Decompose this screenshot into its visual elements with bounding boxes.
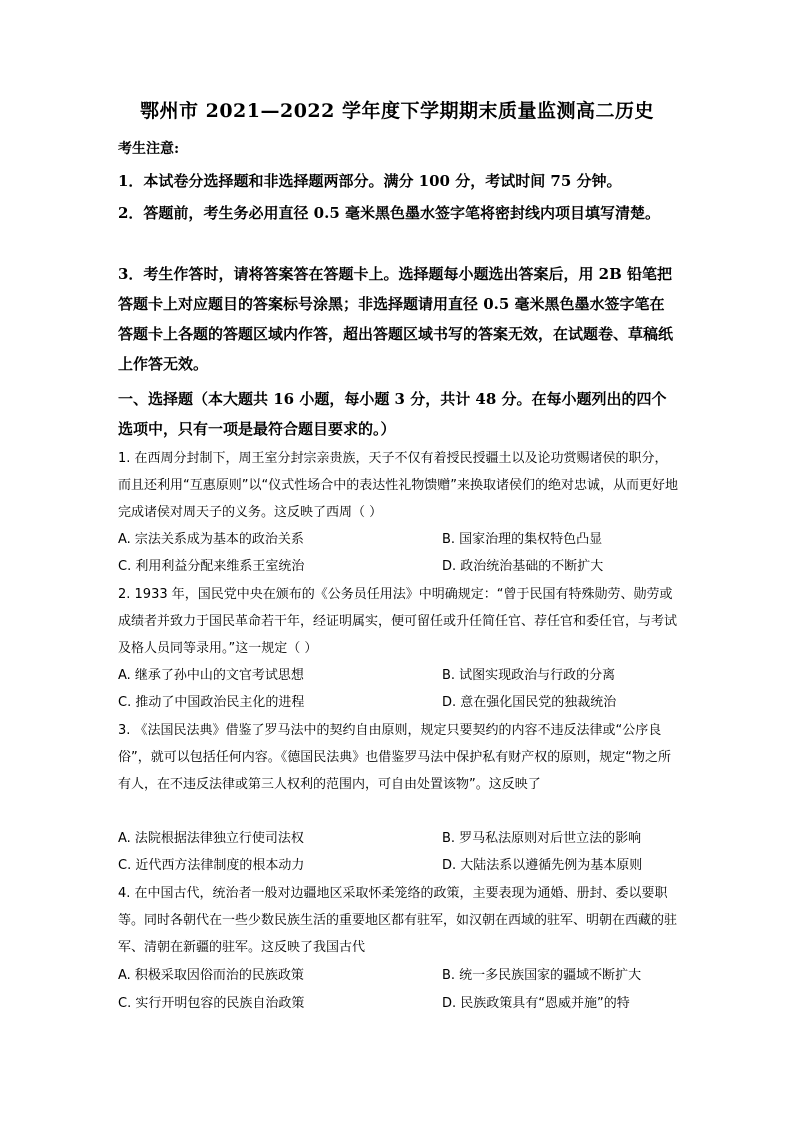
question-4-option-d: D. 民族政策具有“恩威并施”的特 bbox=[442, 996, 630, 1011]
question-3-option-d: D. 大陆法系以遵循先例为基本原则 bbox=[442, 858, 643, 873]
notice-heading: 考生注意: bbox=[118, 141, 180, 157]
exam-title: 鄂州市 2021—2022 学年度下学期期末质量监测高二历史 bbox=[140, 100, 654, 122]
section-heading: 一、选择题（本大题共 16 小题，每小题 3 分，共计 48 分。在每小题列出的四个选项中，只有一项是最符合题目要求的。） bbox=[118, 390, 667, 438]
question-1-stem: 1. 在西周分封制下，周王室分封宗亲贵族，天子不仅有着授民授疆土以及论功赏赐诸侯的职分，而且还利用“互惠原则”以“仪式性场合中的表达性礼物馈赠”来换取诸侯们的绝对忠诚，从而更好地完成诸侯对周天子的义务。这反映了西周（ ） bbox=[118, 451, 678, 520]
question-1-option-c: C. 利用利益分配来维系王室统治 bbox=[118, 559, 305, 574]
notice-item-3: 3．考生作答时，请将答案答在答题卡上。选择题每小题选出答案后，用 2B 铅笔把答题卡上对应题目的答案标号涂黑；非选择题请用直径 0.5 毫米黑色墨水签字笔在答题卡上各题的答题区域内作答，超出答题区域书写的答案无效，在试题卷、草稿纸上作答无效。 bbox=[118, 265, 674, 373]
notice-item-1: 1．本试卷分选择题和非选择题两部分。满分 100 分，考试时间 75 分钟。 bbox=[118, 172, 622, 190]
question-3-option-b: B. 罗马私法原则对后世立法的影响 bbox=[442, 831, 642, 846]
question-4-stem: 4. 在中国古代，统治者一般对边疆地区采取怀柔笼络的政策，主要表现为通婚、册封、委以要职等。同时各朝代在一些少数民族生活的重要地区都有驻军，如汉朝在西域的驻军、明朝在西藏的驻军、清朝在新疆的驻军。这反映了我国古代 bbox=[118, 886, 678, 955]
question-2-option-d: D. 意在强化国民党的独裁统治 bbox=[442, 695, 617, 710]
question-4-option-c: C. 实行开明包容的民族自治政策 bbox=[118, 996, 305, 1011]
question-1-option-b: B. 国家治理的集权特色凸显 bbox=[442, 532, 603, 547]
question-1-option-d: D. 政治统治基础的不断扩大 bbox=[442, 559, 604, 574]
question-4-option-b: B. 统一多民族国家的疆域不断扩大 bbox=[442, 968, 642, 983]
notice-item-2: 2．答题前，考生务必用直径 0.5 毫米黑色墨水签字笔将密封线内项目填写清楚。 bbox=[118, 204, 660, 222]
question-2-option-c: C. 推动了中国政治民主化的进程 bbox=[118, 695, 305, 710]
question-3-stem: 3. 《法国民法典》借鉴了罗马法中的契约自由原则，规定只要契约的内容不违反法律或“公序良俗”，就可以包括任何内容。《德国民法典》也借鉴罗马法中保护私有财产权的原则，规定“物之所有人，在不违反法律或第三人权利的范围内，可自由处置该物”。这反映了 bbox=[118, 723, 671, 792]
question-2-option-b: B. 试图实现政治与行政的分离 bbox=[442, 668, 616, 683]
question-2-option-a: A. 继承了孙中山的文官考试思想 bbox=[118, 668, 304, 683]
question-4-option-a: A. 积极采取因俗而治的民族政策 bbox=[118, 968, 304, 983]
question-3-option-c: C. 近代西方法律制度的根本动力 bbox=[118, 858, 305, 873]
question-2-stem: 2. 1933 年，国民党中央在颁布的《公务员任用法》中明确规定：“曾于民国有特殊勋劳、勋劳或成绩者并致力于国民革命若干年，经证明属实，便可留任或升任简任官、荐任官和委任官，与考试及格人员同等录用。”这一规定（ ） bbox=[118, 587, 678, 656]
question-1-option-a: A. 宗法关系成为基本的政治关系 bbox=[118, 532, 304, 547]
question-3-option-a: A. 法院根据法律独立行使司法权 bbox=[118, 831, 304, 846]
